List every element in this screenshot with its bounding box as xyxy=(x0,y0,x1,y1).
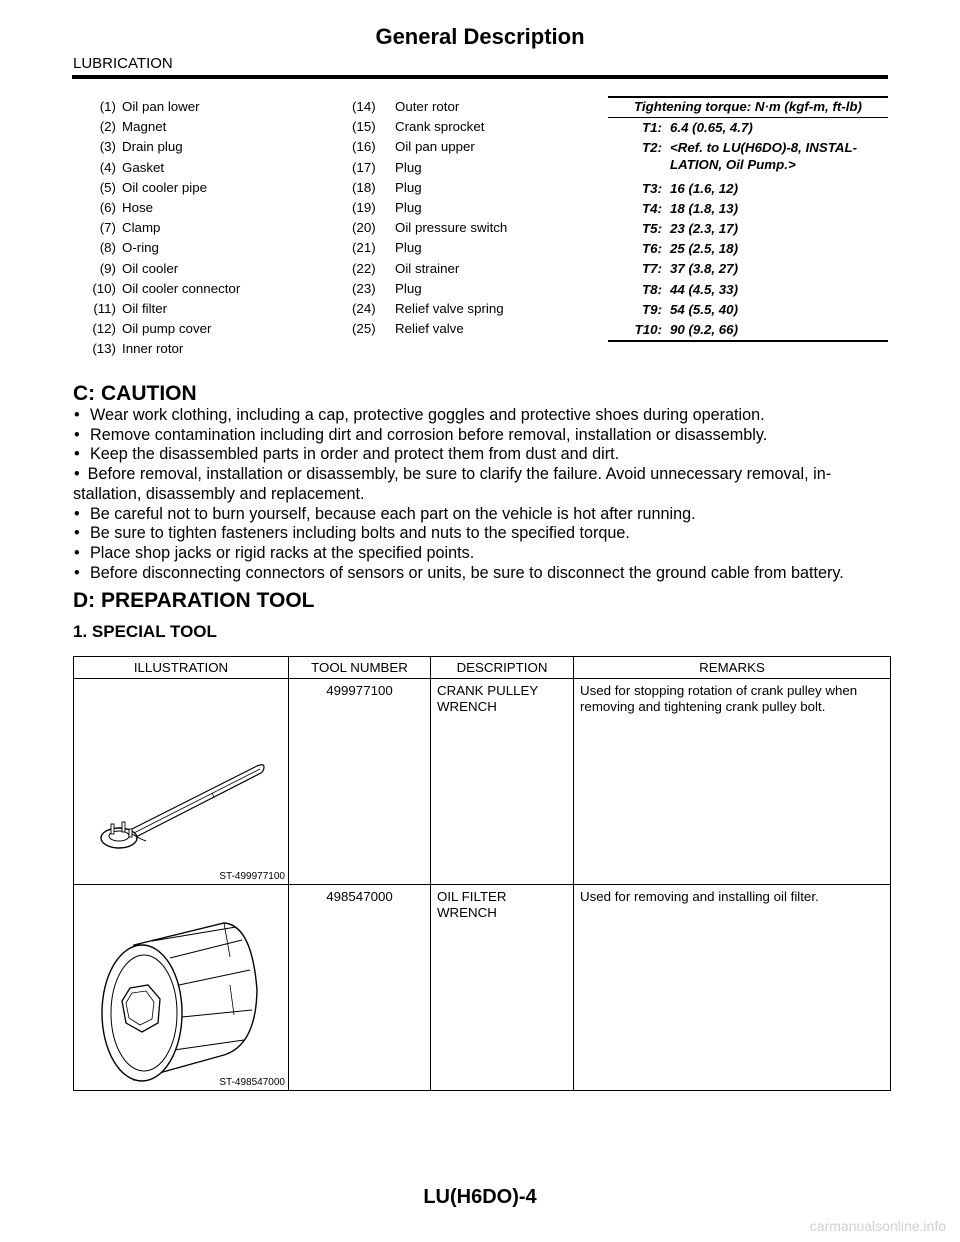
part-name: Plug xyxy=(395,179,422,195)
caution-heading: C: CAUTION xyxy=(73,382,197,405)
torque-row xyxy=(608,179,888,199)
caution-item xyxy=(73,564,891,584)
caution-item xyxy=(73,465,891,504)
part-name: Magnet xyxy=(122,119,167,135)
column-header: REMARKS xyxy=(574,657,891,679)
tool-description xyxy=(431,679,574,885)
part-number: (15) xyxy=(352,119,376,135)
table-row xyxy=(74,885,891,1091)
caution-text: Wear work clothing, including a cap, protective goggles and protective shoes during operation. xyxy=(90,406,765,424)
illustration-label: ST-498547000 xyxy=(219,1077,285,1088)
column-header: ILLUSTRATION xyxy=(74,657,289,679)
part-name: Gasket xyxy=(122,159,165,175)
caution-item xyxy=(73,426,891,446)
part-name: Plug xyxy=(395,280,422,296)
illustration-cell xyxy=(74,885,289,1091)
part-name: Plug xyxy=(395,199,422,215)
tool-remarks: Used for removing and installing oil filter. xyxy=(574,885,891,1091)
part-number: (18) xyxy=(352,179,376,195)
oil-filter-wrench-illustration xyxy=(74,885,288,1090)
bullet-icon: • xyxy=(74,504,80,523)
part-name: Inner rotor xyxy=(122,341,184,357)
part-name: Oil pump cover xyxy=(122,321,212,337)
tool-number: 499977100 xyxy=(289,679,431,885)
torque-value: 23 (2.3, 17) xyxy=(670,220,739,236)
part-number: (7) xyxy=(99,220,116,236)
part-name: Oil strainer xyxy=(395,260,460,276)
torque-value: 90 (9.2, 66) xyxy=(670,321,739,337)
bullet-icon: • xyxy=(74,406,80,424)
part-number: (9) xyxy=(99,260,116,276)
torque-row xyxy=(608,320,888,340)
torque-value: 25 (2.5, 18) xyxy=(670,241,739,257)
torque-key: T10: xyxy=(634,321,662,337)
part-number: (4) xyxy=(99,159,116,175)
part-name: Oil cooler connector xyxy=(122,280,241,296)
part-number: (1) xyxy=(99,99,116,114)
part-number: (14) xyxy=(352,99,376,114)
part-name: Oil cooler pipe xyxy=(122,179,207,195)
torque-value: 16 (1.6, 12) xyxy=(670,180,739,196)
part-number: (25) xyxy=(352,321,376,337)
part-number: (21) xyxy=(352,240,376,256)
torque-value xyxy=(670,140,857,172)
torque-row xyxy=(608,300,888,320)
part-number: (19) xyxy=(352,199,376,215)
torque-key: T1: xyxy=(642,120,662,135)
header-divider xyxy=(72,75,888,79)
part-number: (22) xyxy=(352,260,376,276)
description-line: WRENCH xyxy=(437,699,497,714)
torque-value-line: <Ref. to LU(H6DO)-8, INSTAL- xyxy=(670,140,858,156)
caution-item xyxy=(73,445,891,465)
bullet-icon: • xyxy=(74,563,80,582)
part-number: (2) xyxy=(99,119,116,135)
torque-value: 37 (3.8, 27) xyxy=(670,261,739,277)
bullet-icon: • xyxy=(74,465,80,484)
torque-value: 18 (1.8, 13) xyxy=(670,200,739,216)
torque-key: T9: xyxy=(642,301,662,317)
caution-text: Before disconnecting connectors of sensors or units, be sure to disconnect the ground cable from battery. xyxy=(90,563,844,582)
caution-item xyxy=(73,524,891,544)
part-name: Clamp xyxy=(122,220,161,236)
torque-key: T2: xyxy=(642,140,662,156)
description-line: OIL FILTER xyxy=(437,889,507,904)
part-number: (8) xyxy=(99,240,116,256)
description-line: CRANK PULLEY xyxy=(437,683,539,698)
illustration-label: ST-499977100 xyxy=(219,871,285,882)
caution-list xyxy=(73,406,891,583)
torque-key: T7: xyxy=(642,261,662,277)
caution-text: Keep the disassembled parts in order and protect them from dust and dirt. xyxy=(90,445,620,464)
part-name: Oil cooler xyxy=(122,260,179,276)
part-number: (12) xyxy=(92,321,116,337)
torque-table-end-rule xyxy=(608,340,888,342)
watermark: carmanualsonline.info xyxy=(809,1218,946,1234)
bullet-icon: • xyxy=(74,445,80,464)
part-number: (5) xyxy=(99,179,116,195)
part-name: Outer rotor xyxy=(395,99,460,114)
part-number: (17) xyxy=(352,159,376,175)
torque-row xyxy=(608,219,888,239)
bullet-icon: • xyxy=(74,524,80,543)
caution-text: Place shop jacks or rigid racks at the specified points. xyxy=(90,543,475,562)
part-name: Crank sprocket xyxy=(395,119,485,135)
torque-value: 44 (4.5, 33) xyxy=(670,281,739,297)
description-line: WRENCH xyxy=(437,905,497,920)
part-name: Oil filter xyxy=(122,300,168,316)
torque-key: T4: xyxy=(642,200,662,216)
caution-item xyxy=(73,544,891,564)
torque-row xyxy=(608,118,888,138)
torque-key: T3: xyxy=(642,180,662,196)
tool-remarks: Used for stopping rotation of crank pulley when removing and tightening crank pulley bolt. xyxy=(574,679,891,885)
table-header-row xyxy=(74,657,891,679)
tool-number: 498547000 xyxy=(289,885,431,1091)
torque-value-line: LATION, Oil Pump.> xyxy=(670,157,796,173)
caution-text: Before removal, installation or disassembly, be sure to clarify the failure. Avoid unnecessary removal, in-stallation, disassembly and replacement. xyxy=(73,465,832,503)
part-number: (11) xyxy=(93,300,116,316)
torque-value: 6.4 (0.65, 4.7) xyxy=(670,120,753,135)
illustration-cell xyxy=(74,679,289,885)
part-number: (6) xyxy=(99,199,116,215)
part-number: (3) xyxy=(99,139,116,155)
tool-description xyxy=(431,885,574,1091)
part-name: Relief valve spring xyxy=(395,300,504,316)
part-name: Oil pan upper xyxy=(395,139,475,155)
part-name: Relief valve xyxy=(395,321,464,337)
torque-row xyxy=(608,138,888,178)
column-header: DESCRIPTION xyxy=(431,657,574,679)
part-number: (16) xyxy=(352,139,376,155)
part-number: (13) xyxy=(92,341,116,357)
bullet-icon: • xyxy=(74,543,80,562)
caution-item xyxy=(73,406,891,426)
page-title: General Description xyxy=(375,24,585,49)
torque-row xyxy=(608,259,888,279)
part-name: Plug xyxy=(395,159,422,175)
part-name: Drain plug xyxy=(122,139,183,155)
torque-row xyxy=(608,199,888,219)
part-name: Oil pan lower xyxy=(122,99,200,114)
crank-pulley-wrench-illustration xyxy=(74,679,288,884)
torque-key: T6: xyxy=(642,241,662,257)
part-name: Plug xyxy=(395,240,422,256)
legend-row xyxy=(72,339,888,359)
torque-value: 54 (5.5, 40) xyxy=(670,301,739,317)
torque-title: Tightening torque: N·m (kgf-m, ft-lb) xyxy=(608,96,888,118)
torque-key: T8: xyxy=(642,281,662,297)
special-tool-table xyxy=(73,656,891,1091)
torque-table xyxy=(608,96,888,342)
bullet-icon: • xyxy=(74,425,80,444)
part-name: O-ring xyxy=(122,240,159,256)
part-number: (10) xyxy=(92,280,116,296)
part-number: (24) xyxy=(352,300,376,316)
part-number: (20) xyxy=(352,220,376,236)
page-number: LU(H6DO)-4 xyxy=(423,1186,537,1208)
part-name: Hose xyxy=(122,199,154,215)
column-header: TOOL NUMBER xyxy=(289,657,431,679)
caution-item xyxy=(73,505,891,525)
caution-text: Remove contamination including dirt and corrosion before removal, installation or disassembly. xyxy=(90,425,768,444)
special-tool-heading: 1. SPECIAL TOOL xyxy=(73,622,217,641)
caution-text: Be careful not to burn yourself, because each part on the vehicle is hot after running. xyxy=(90,504,696,523)
caution-text: Be sure to tighten fasteners including bolts and nuts to the specified torque. xyxy=(90,524,630,543)
torque-row xyxy=(608,280,888,300)
part-name: Oil pressure switch xyxy=(395,220,508,236)
torque-key: T5: xyxy=(642,220,662,236)
section-header: LUBRICATION xyxy=(73,55,173,72)
torque-row xyxy=(608,239,888,259)
preparation-heading: D: PREPARATION TOOL xyxy=(73,589,315,612)
part-number: (23) xyxy=(352,280,376,296)
table-row xyxy=(74,679,891,885)
